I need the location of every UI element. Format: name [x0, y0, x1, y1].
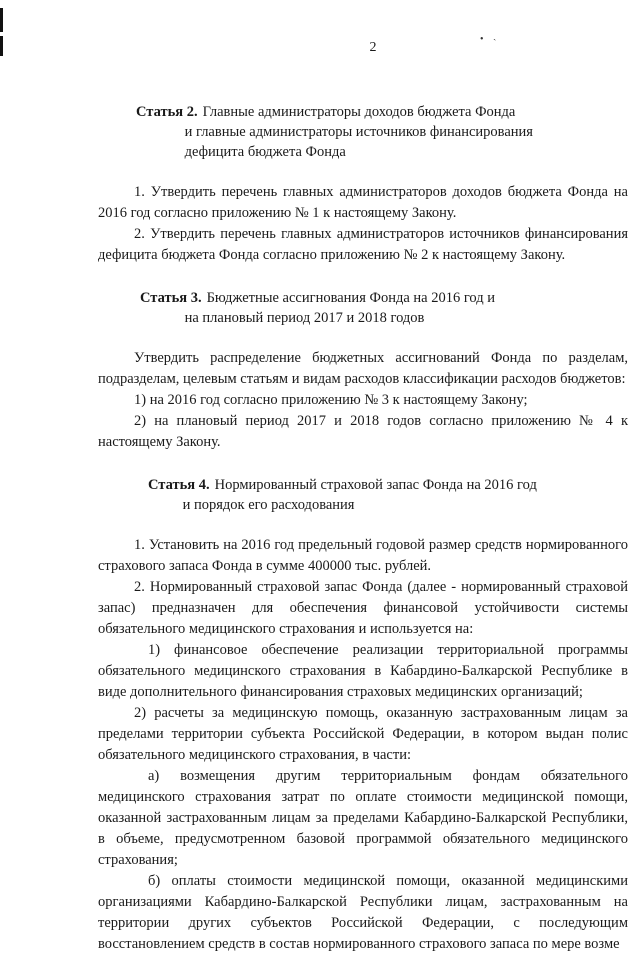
scan-edge-mark	[0, 36, 3, 56]
scan-speck: ˎ	[493, 30, 497, 41]
paragraph: 1. Установить на 2016 год предельный годовой размер средств нормированного страхового запаса Фонда в сумме 400000 тыс. рублей.	[98, 537, 628, 574]
paragraph: 2. Утвердить перечень главных администраторов источников финансирования дефицита бюджета Фонда согласно приложению № 2 к настоящему Закону.	[98, 226, 628, 263]
article-heading	[140, 288, 628, 328]
article-4	[98, 475, 628, 955]
article-label: Статья 3.	[140, 290, 202, 306]
paragraph: 2) на плановый период 2017 и 2018 годов согласно приложению № 4 к настоящему Закону.	[98, 413, 628, 450]
scan-speck: •	[480, 34, 484, 45]
article-3	[98, 288, 628, 453]
article-title	[184, 102, 628, 162]
paragraph: б) оплаты стоимости медицинской помощи, оказанной медицинскими организациями Кабардино-Балкарской Республики лицам, застрахованным на территории других субъектов Российской Федерации, с последующим восстановлением средств в состав нормированного страхового запаса по мере возме	[98, 873, 628, 952]
article-title-line: и порядок его расходования	[182, 497, 355, 513]
article-label: Статья 4.	[148, 477, 210, 493]
page-number: 2	[369, 40, 377, 55]
paragraph: а) возмещения другим территориальным фондам обязательного медицинского страхования затрат по оплате стоимости медицинской помощи, оказанной застрахованным лицам за пределами Кабардино-Балкарской Республики, в объеме, предусмотренном базовой программой обязательного медицинского страхования;	[98, 768, 628, 868]
article-body	[98, 535, 628, 955]
article-2	[98, 102, 628, 266]
paragraph: 1) финансовое обеспечение реализации территориальной программы обязательного медицинского страхования в Кабардино-Балкарской Республике в виде дополнительного финансирования страховых медицинских организаций;	[98, 642, 628, 700]
article-title-line: и главные администраторы источников финансирования	[184, 124, 533, 140]
article-label: Статья 2.	[136, 104, 198, 120]
article-body	[98, 348, 628, 453]
article-title-line: Нормированный страховой запас Фонда на 2016 год	[214, 477, 537, 493]
paragraph: Утвердить распределение бюджетных ассигнований Фонда по разделам, подразделам, целевым статьям и видам расходов классификации расходов бюджетов:	[98, 350, 628, 387]
article-body	[98, 182, 628, 266]
document-page	[98, 40, 628, 955]
article-title-line: дефицита бюджета Фонда	[184, 144, 346, 160]
article-title-line: Бюджетные ассигнования Фонда на 2016 год и	[206, 290, 496, 306]
paragraph: 1. Утвердить перечень главных администраторов доходов бюджета Фонда на 2016 год согласно приложению № 1 к настоящему Закону.	[98, 184, 628, 221]
article-title-line: Главные администраторы доходов бюджета Фонда	[202, 104, 516, 120]
article-title	[184, 288, 628, 328]
article-title	[182, 475, 628, 515]
article-title-line: на плановый период 2017 и 2018 годов	[184, 310, 425, 326]
article-heading	[148, 475, 628, 515]
paragraph: 2) расчеты за медицинскую помощь, оказанную застрахованным лицам за пределами территории субъекта Российской Федерации, в котором выдан полис обязательного медицинского страхования, в части:	[98, 705, 628, 763]
paragraph: 2. Нормированный страховой запас Фонда (далее - нормированный страховой запас) предназначен для обеспечения финансовой устойчивости системы обязательного медицинского страхования и используется на:	[98, 579, 628, 637]
scan-edge-mark	[0, 8, 3, 32]
paragraph: 1) на 2016 год согласно приложению № 3 к настоящему Закону;	[134, 392, 528, 408]
article-heading	[136, 102, 628, 162]
